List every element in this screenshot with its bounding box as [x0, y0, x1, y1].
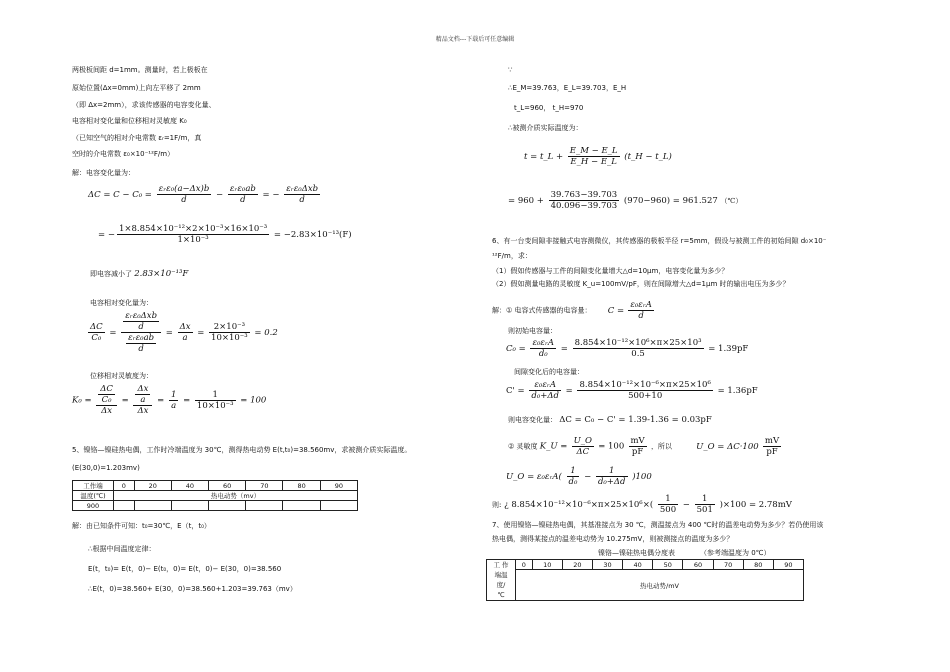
- equation-final: 则: ¿ 8.854×10⁻¹²×10⁻⁶×π×25×10⁶×( $\frac{1}{500}$ − $\frac{1}{501}$ )×100 = 2.78mV: [492, 494, 792, 515]
- uo2-f1-den: d₀: [568, 477, 578, 487]
- uo-lhs: U_O = ΔC·100: [696, 441, 759, 452]
- col-90: 90: [320, 481, 357, 491]
- intro-line-3: （即 Δx=2mm），求该传感器的电容变化量、: [72, 101, 216, 109]
- question-6-line-1: 6、有一台变间隙非接触式电容测微仪，其传感器的极板半径 r=5mm，假设与被测工件的初始间隙 d₀×10⁻: [492, 237, 827, 245]
- c0-frac-den: d₀: [538, 349, 548, 359]
- c0-big-den: 0.5: [631, 349, 645, 359]
- ku-num: U_O: [573, 436, 592, 446]
- solution-6-capacitance: [492, 300, 656, 321]
- rcol-70: 70: [713, 560, 743, 570]
- eq3-lhs-den: C₀: [91, 333, 102, 343]
- equation-sensitivity: K₀ = $\frac{\frac{\Delta C}{\text{C₀}}}{\Delta x}$ = $\frac{\frac{\Delta x}{a}}{\Delta x}$ = $\frac{1}{a}$ = $\frac{1}{\text{10×10⁻³}}$ = 100: [72, 384, 267, 416]
- eq4-dc: ΔC: [100, 384, 113, 394]
- sensitivity-label: 位移相对灵敏度为：: [90, 372, 153, 380]
- eq3-r1-num: Δx: [179, 322, 191, 332]
- label-line-4: ℃: [497, 591, 505, 599]
- rcol-40: 40: [623, 560, 653, 570]
- eq1-lhs: ΔC = C − C₀ =: [88, 190, 152, 200]
- eq-t-tail: (t_H − t_L): [624, 152, 672, 162]
- ku-eq: = 100: [598, 441, 625, 452]
- solution-5-a: 解：由已知条件可知：t₀=30℃，E（t，t₀）: [72, 522, 211, 530]
- eq1-frac3-den: d: [299, 195, 305, 205]
- final-f1-num: 1: [658, 494, 678, 505]
- eq2-den: 1×10⁻³: [177, 235, 209, 245]
- sol6-c: C =: [607, 305, 625, 316]
- equation-c-prime: C' = $\frac{\text{ε₀εᵣA}}{\text{d₀+Δd}}$ = $\frac{\text{8.854×10⁻¹²×10⁻⁶×π×25×10⁶}}{500+10}$ = 1.36pF: [506, 380, 758, 401]
- delta-c-label: 则电容变化量：: [508, 416, 557, 424]
- eq3-inner-d1: d: [138, 322, 144, 332]
- final-prefix: 则:: [492, 501, 502, 509]
- table-row2-content: 热电动势（mv）: [114, 491, 358, 501]
- intro-line-4: 电容相对变化量和位移相对灵敏度 K₀: [72, 117, 187, 125]
- eq1-frac2-den: d: [240, 195, 246, 205]
- eq4-dx: Δx: [101, 406, 113, 416]
- question-6-line-2: ¹²F/m，求：: [492, 252, 532, 260]
- ku-unit-num: mV: [630, 436, 645, 446]
- eq3-lhs-num: ΔC: [90, 322, 103, 332]
- ku-lhs: K_U =: [539, 441, 568, 452]
- eq3-r2-num: 2×10⁻³: [209, 322, 250, 333]
- equation-numeric: = − $\frac{\text{1×8.854×10⁻¹²×2×10⁻³×16×10⁻³}}{\text{1×10⁻³}}$ = −2.83×10⁻¹³(F): [98, 224, 352, 245]
- eq3-r2-den: 10×10⁻³: [211, 333, 248, 343]
- reduce-line: [90, 270, 188, 279]
- sol6-label: 解：① 电容式传感器的电容量：: [492, 306, 592, 315]
- eq4-a-den: a: [140, 395, 146, 405]
- equation-uo: U_O = ε₀εᵣA( $\frac{1}{\text{d₀}}$ − $\frac{1}{\text{d₀+Δd}}$ )100: [506, 466, 652, 487]
- eq-calc-den: 40.096−39.703: [550, 201, 618, 211]
- uo2-tail: )100: [632, 472, 652, 482]
- equation-c0: C₀ = $\frac{\text{ε₀εᵣA}}{\text{d₀}}$ = $\frac{\text{8.854×10⁻¹²×10⁶×π×25×10³}}{0.5}$ = 1.39pF: [506, 338, 749, 359]
- rcol-60: 60: [683, 560, 713, 570]
- table-title: 镍铬—镍硅热电偶分度表: [598, 549, 675, 557]
- eq-calc-tail: (970−960): [623, 196, 671, 206]
- c1-frac-num: ε₀εᵣA: [529, 380, 561, 391]
- final-f2-num: 1: [695, 494, 715, 505]
- actual-temp-label: ∴被测介质实际温度为：: [508, 124, 583, 132]
- delta-c-line: [508, 416, 712, 425]
- label-line-3: 度/: [496, 581, 506, 589]
- rcol-10: 10: [532, 560, 562, 570]
- intro-line-6: 空时的介电常数 ε₀×10⁻¹²F/m）: [72, 150, 175, 158]
- c0-result: = 1.39pF: [708, 344, 749, 354]
- col-20: 20: [134, 481, 171, 491]
- eq3-result: = 0.2: [254, 328, 278, 338]
- eq4-a-num: Δx: [137, 384, 149, 394]
- eq4-a: a: [171, 400, 177, 411]
- label-line-1: 工 作: [493, 561, 509, 569]
- eq4-c0: C₀: [101, 395, 112, 405]
- page-header: 精品文档---下载后可任意编辑: [435, 36, 515, 43]
- question-7-line-2: 热电偶，测得某接点的温差电动势为 10.275mV，则被测接点的温度为多少？: [492, 535, 734, 543]
- ku-unit-den: pF: [631, 447, 644, 457]
- final-lhs: ¿ 8.854×10⁻¹²×10⁻⁶×π×25×10⁶×(: [504, 500, 654, 510]
- question-6-part-2: （2）假如测量电路的灵敏度 K_u=100mV/pF，则在间隙增大△d=1μm 时的输出电压为多少？: [492, 280, 790, 288]
- col-0: 0: [114, 481, 135, 491]
- eq4-r-num: 1: [195, 390, 236, 401]
- c0-big-num: 8.854×10⁻¹²×10⁶×π×25×10³: [574, 338, 702, 348]
- equation-interpolation-numeric: [508, 190, 742, 211]
- equation-interpolation: [524, 146, 672, 167]
- eq-calc-num: 39.763−39.703: [550, 190, 618, 200]
- eq2-num: 1×8.854×10⁻¹²×2×10⁻³×16×10⁻³: [118, 224, 268, 234]
- emf-values: ∴E_M=39.763，E_L=39.703，E_H: [508, 84, 627, 92]
- table-row2-label: 温度(℃): [73, 491, 114, 501]
- eq-calc-lhs: = 960 +: [508, 196, 544, 206]
- eq4-one: 1: [170, 389, 177, 400]
- solution-5-b: ∴根据中间温度定律：: [88, 545, 156, 553]
- temperature-values: t_L=960， t_H=970: [514, 104, 584, 112]
- eq3-inner-d2: d: [138, 344, 144, 354]
- rcol-30: 30: [592, 560, 622, 570]
- eq2-result: = −2.83×10⁻¹³(F): [273, 230, 352, 240]
- rcol-0: 0: [516, 560, 533, 570]
- eq4-result: = 100: [240, 395, 267, 406]
- after-change-label: 间隙变化后的电容量：: [514, 368, 584, 376]
- c1-big-den: 500+10: [628, 391, 663, 401]
- col-70: 70: [246, 481, 283, 491]
- eq1-frac1-num: εᵣε₀(a−Δx)b: [158, 184, 210, 194]
- eq4-lhs: K₀ =: [72, 395, 92, 406]
- uo2-f2-num: 1: [596, 466, 628, 477]
- reduce-value: 2.83×10⁻¹³F: [134, 269, 189, 279]
- col-60: 60: [209, 481, 246, 491]
- uo-unit-num: mV: [764, 436, 780, 446]
- table-row1-label: 工作端: [73, 481, 114, 491]
- because-symbol: ∵: [508, 66, 513, 74]
- equation-delta-c: ΔC = C − C₀ = $\frac{\text{εᵣε₀(a−Δx)b}}{d}$ − $\frac{\text{εᵣε₀ab}}{d}$ = − $\frac{\text{εᵣε₀Δxb}}{d}$: [88, 184, 319, 205]
- table-row3-label: 900: [73, 501, 114, 511]
- reduce-text: 即电容减小了: [90, 270, 132, 278]
- c1-big-num: 8.854×10⁻¹²×10⁻⁶×π×25×10⁶: [579, 380, 711, 390]
- uo-unit-den: pF: [766, 447, 778, 457]
- intro-line-5: （已知空气的相对介电常数 εᵣ=1F/m，真: [72, 134, 202, 142]
- eq-calc-result: = 961.527: [672, 196, 718, 206]
- eq-t-lhs: t = t_L +: [524, 152, 564, 162]
- final-tail: )×100 = 2.78mV: [719, 500, 792, 510]
- relative-change-label: 电容相对变化量为：: [90, 299, 153, 307]
- eq4-r-den: 10×10⁻³: [196, 400, 234, 411]
- c0-lhs: C₀ =: [506, 344, 526, 354]
- uo2-lhs: U_O = ε₀εᵣA(: [506, 472, 562, 482]
- delta-c-equation: ΔC = C₀ − C' = 1.39-1.36 = 0.03pF: [559, 415, 712, 425]
- col-40: 40: [171, 481, 208, 491]
- sensitivity-line: [508, 436, 783, 457]
- question-5: 5、镍铬—镍硅热电偶，工作时冷端温度为 30℃，测得热电动势 E(t,t₀)=38.560mv，求被测介质实际温度。: [72, 446, 412, 454]
- solution-5-c: E(t，t₀)= E(t，0)− E(t₀，0)= E(t，0)− E(30，0)=38.560: [88, 565, 282, 573]
- eq3-r1-den: a: [182, 333, 188, 343]
- table-right-content: 热电动势/mV: [516, 570, 804, 601]
- eq1-frac3-num: εᵣε₀Δxb: [286, 184, 319, 194]
- so-label: ，所以: [650, 442, 672, 451]
- thermocouple-table-right: [486, 559, 804, 601]
- eq-calc-unit: （℃）: [720, 197, 743, 205]
- eq3-inner-num: εᵣε₀Δxb: [125, 311, 158, 321]
- final-f2-den: 501: [696, 505, 713, 515]
- solution-5-d: ∴E(t，0)=38.560+ E(30，0)=38.560+1.203=39.763（mv）: [88, 585, 297, 593]
- eq-t-den: E_H − E_L: [570, 157, 617, 167]
- equation-relative-change: $\frac{\Delta C}{\text{C₀}}$ = $\frac{\frac{\text{εᵣε₀Δxb}}{d}}{\frac{\text{εᵣε₀ab}}{d}}$ = $\frac{\Delta x}{a}$ = $\frac{\text{2×10⁻³}}{\text{10×10⁻³}}$ = 0.2: [90, 311, 278, 354]
- table-right-label: [487, 560, 516, 601]
- question-6-part-1: （1）假如传感器与工件的间隙变化量增大△d=10μm，电容变化量为多少？: [492, 267, 729, 275]
- question-7-line-1: 7、使用镍铬—镍硅热电偶，其基准接点为 30 ℃，测温接点为 400 ℃时的温差电动势为多少？若仍使用该: [492, 521, 824, 529]
- rcol-80: 80: [743, 560, 773, 570]
- rcol-20: 20: [562, 560, 592, 570]
- eq1-frac2-num: εᵣε₀ab: [229, 184, 256, 194]
- solution-label: 解：电容变化量为：: [72, 169, 135, 177]
- c1-frac-den: d₀+Δd: [531, 391, 559, 401]
- eq3-inner-den: εᵣε₀ab: [128, 333, 155, 343]
- thermocouple-table-left: [72, 480, 358, 511]
- eq4-dx2: Δx: [137, 406, 149, 416]
- ku-den: ΔC: [576, 447, 590, 457]
- label-line-2: 端温: [494, 571, 508, 579]
- table-note: （参考端温度为 0℃）: [700, 549, 771, 557]
- uo2-f2-den: d₀+Δd: [597, 477, 626, 487]
- col-80: 80: [283, 481, 320, 491]
- sol6-c-den: d: [638, 311, 644, 321]
- rcol-50: 50: [653, 560, 683, 570]
- intro-line-1: 两极板间距 d=1mm。测量时，若上极板在: [72, 66, 208, 74]
- eq1-frac1-den: d: [181, 195, 187, 205]
- c0-frac-num: ε₀εᵣA: [532, 338, 555, 348]
- uo2-f1-num: 1: [567, 466, 580, 477]
- c1-lhs: C' =: [506, 386, 525, 396]
- intro-line-2: 原始位置(Δx=0mm)上向左平移了 2mm: [72, 84, 201, 92]
- sol6-c-num: ε₀εᵣA: [630, 300, 652, 310]
- c1-result: = 1.36pF: [717, 386, 758, 396]
- rcol-90: 90: [773, 560, 803, 570]
- initial-capacitance-label: 则初始电容量：: [508, 327, 557, 335]
- e30-note: (E(30,0)=1.203mv): [72, 464, 140, 472]
- final-f1-den: 500: [659, 505, 677, 515]
- sens-label: ② 灵敏度: [508, 442, 538, 451]
- eq-t-num: E_M − E_L: [569, 146, 618, 156]
